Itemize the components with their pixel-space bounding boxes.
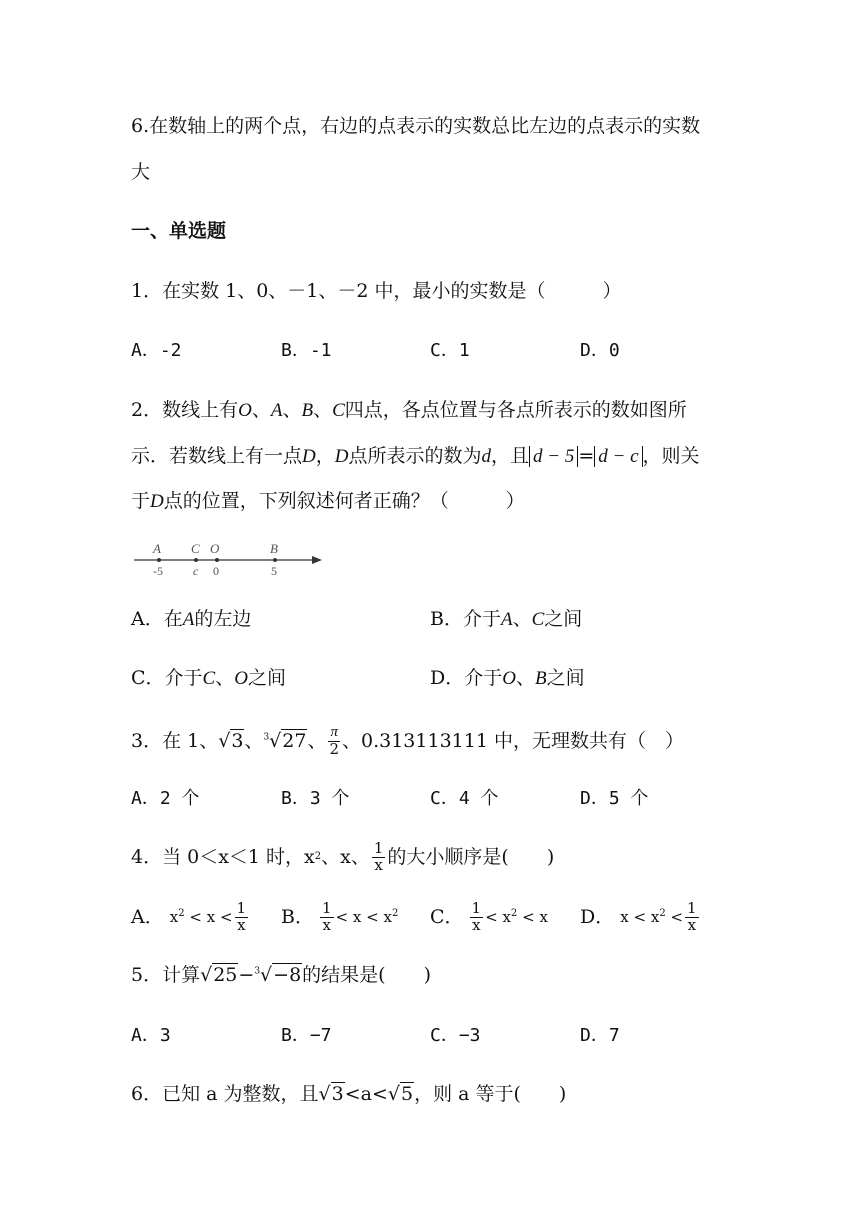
q4-stem: 4．当 0＜x＜1 时，x 2 、x、 $\frac{1}{x}$ 的大小顺序是( ) [131,838,555,874]
abs-d-minus-c: d − c [594,446,642,467]
sqrt-25: √25 [200,964,238,986]
q1-option-a: A．-2 [131,340,182,361]
q3-stem: 3．在 1、 √3 、 $^3$√27 、 $\frac{\pi}{2}$ 、0.313113111 中，无理数共有（ ） [131,723,684,758]
q4-option-a: A． $x^2 < x$ < $\frac{1}{x}$ [131,898,247,934]
q2-option-c: C．介于C、O之间 [131,667,286,689]
q2-stem-line-1: 2．数线上有O、A、B、C四点，各点位置与各点所表示的数如图所 [131,399,687,421]
q4-option-c: C． $\frac{1}{x}$ < $x^2 < x$ [430,898,548,934]
q3-option-a: A．2 个 [131,788,200,809]
point-o [215,558,219,562]
q3-option-b: B．3 个 [281,788,350,809]
value-b: 5 [271,564,277,578]
q6-stem: 6．已知 a 为整数，且√3<a<√5，则 a 等于( ) [131,1083,567,1105]
intro-line-1: 6.在数轴上的两个点，右边的点表示的实数总比左边的点表示的实数 [131,115,701,137]
q2-option-a: A．在A的左边 [131,608,252,630]
axis-arrow-icon [312,556,322,564]
point-b [273,558,277,562]
q2-option-d: D．介于O、B之间 [430,667,585,689]
q1-option-d: D．0 [580,340,620,361]
section-title: 一、单选题 [131,220,227,242]
q5-option-b: B．−7 [281,1025,332,1046]
q2-option-b: B．介于A、C之间 [430,608,583,630]
label-b: B [270,541,278,556]
sqrt-3: √3 [218,729,244,752]
q5-option-c: C．−3 [430,1025,481,1046]
q2-stem-line-3: 于D点的位置，下列叙述何者正确？（ ） [131,490,525,512]
fraction-1-over-x: $\frac{1}{x}$ [373,838,384,874]
intro-line-2: 大 [131,161,151,183]
abs-d-minus-5: d − 5 [529,446,578,467]
point-a [157,558,161,562]
value-c: c [193,564,199,578]
q3-option-c: C．4 个 [430,788,499,809]
number-line-figure [128,540,328,580]
label-o: O [210,541,220,556]
q5-stem: 5．计算√25−$^3$√−8的结果是( ) [131,964,431,986]
q5-option-a: A．3 [131,1025,171,1046]
cbrt-minus-8: $^3$√−8 [254,964,302,986]
q1-option-c: C．1 [430,340,470,361]
q1-stem: 1．在实数 1、0、－1、－2 中，最小的实数是（ ） [131,280,622,302]
value-o: 0 [213,564,219,578]
sqrt-5: √5 [387,1083,414,1105]
cbrt-27: $^3$√27 [263,729,307,752]
q3-option-d: D．5 个 [580,788,649,809]
q1-option-b: B．-1 [281,340,332,361]
value-a: -5 [153,564,163,578]
q5-option-d: D．7 [580,1025,620,1046]
label-a: A [153,541,161,556]
sqrt-3-q6: √3 [318,1083,344,1105]
point-c [194,558,198,562]
q4-option-b: B． $\frac{1}{x}$ < $x < x^2$ [281,898,399,934]
fraction-pi-over-2: $\frac{\pi}{2}$ [329,723,340,758]
label-c: C [191,541,200,556]
q4-option-d: D． $x < x^2$ < $\frac{1}{x}$ [580,898,697,934]
q2-stem-line-2: 示．若数线上有一点D，D点所表示的数为d，且 d − 5 = d − c ，则关 [131,445,700,467]
